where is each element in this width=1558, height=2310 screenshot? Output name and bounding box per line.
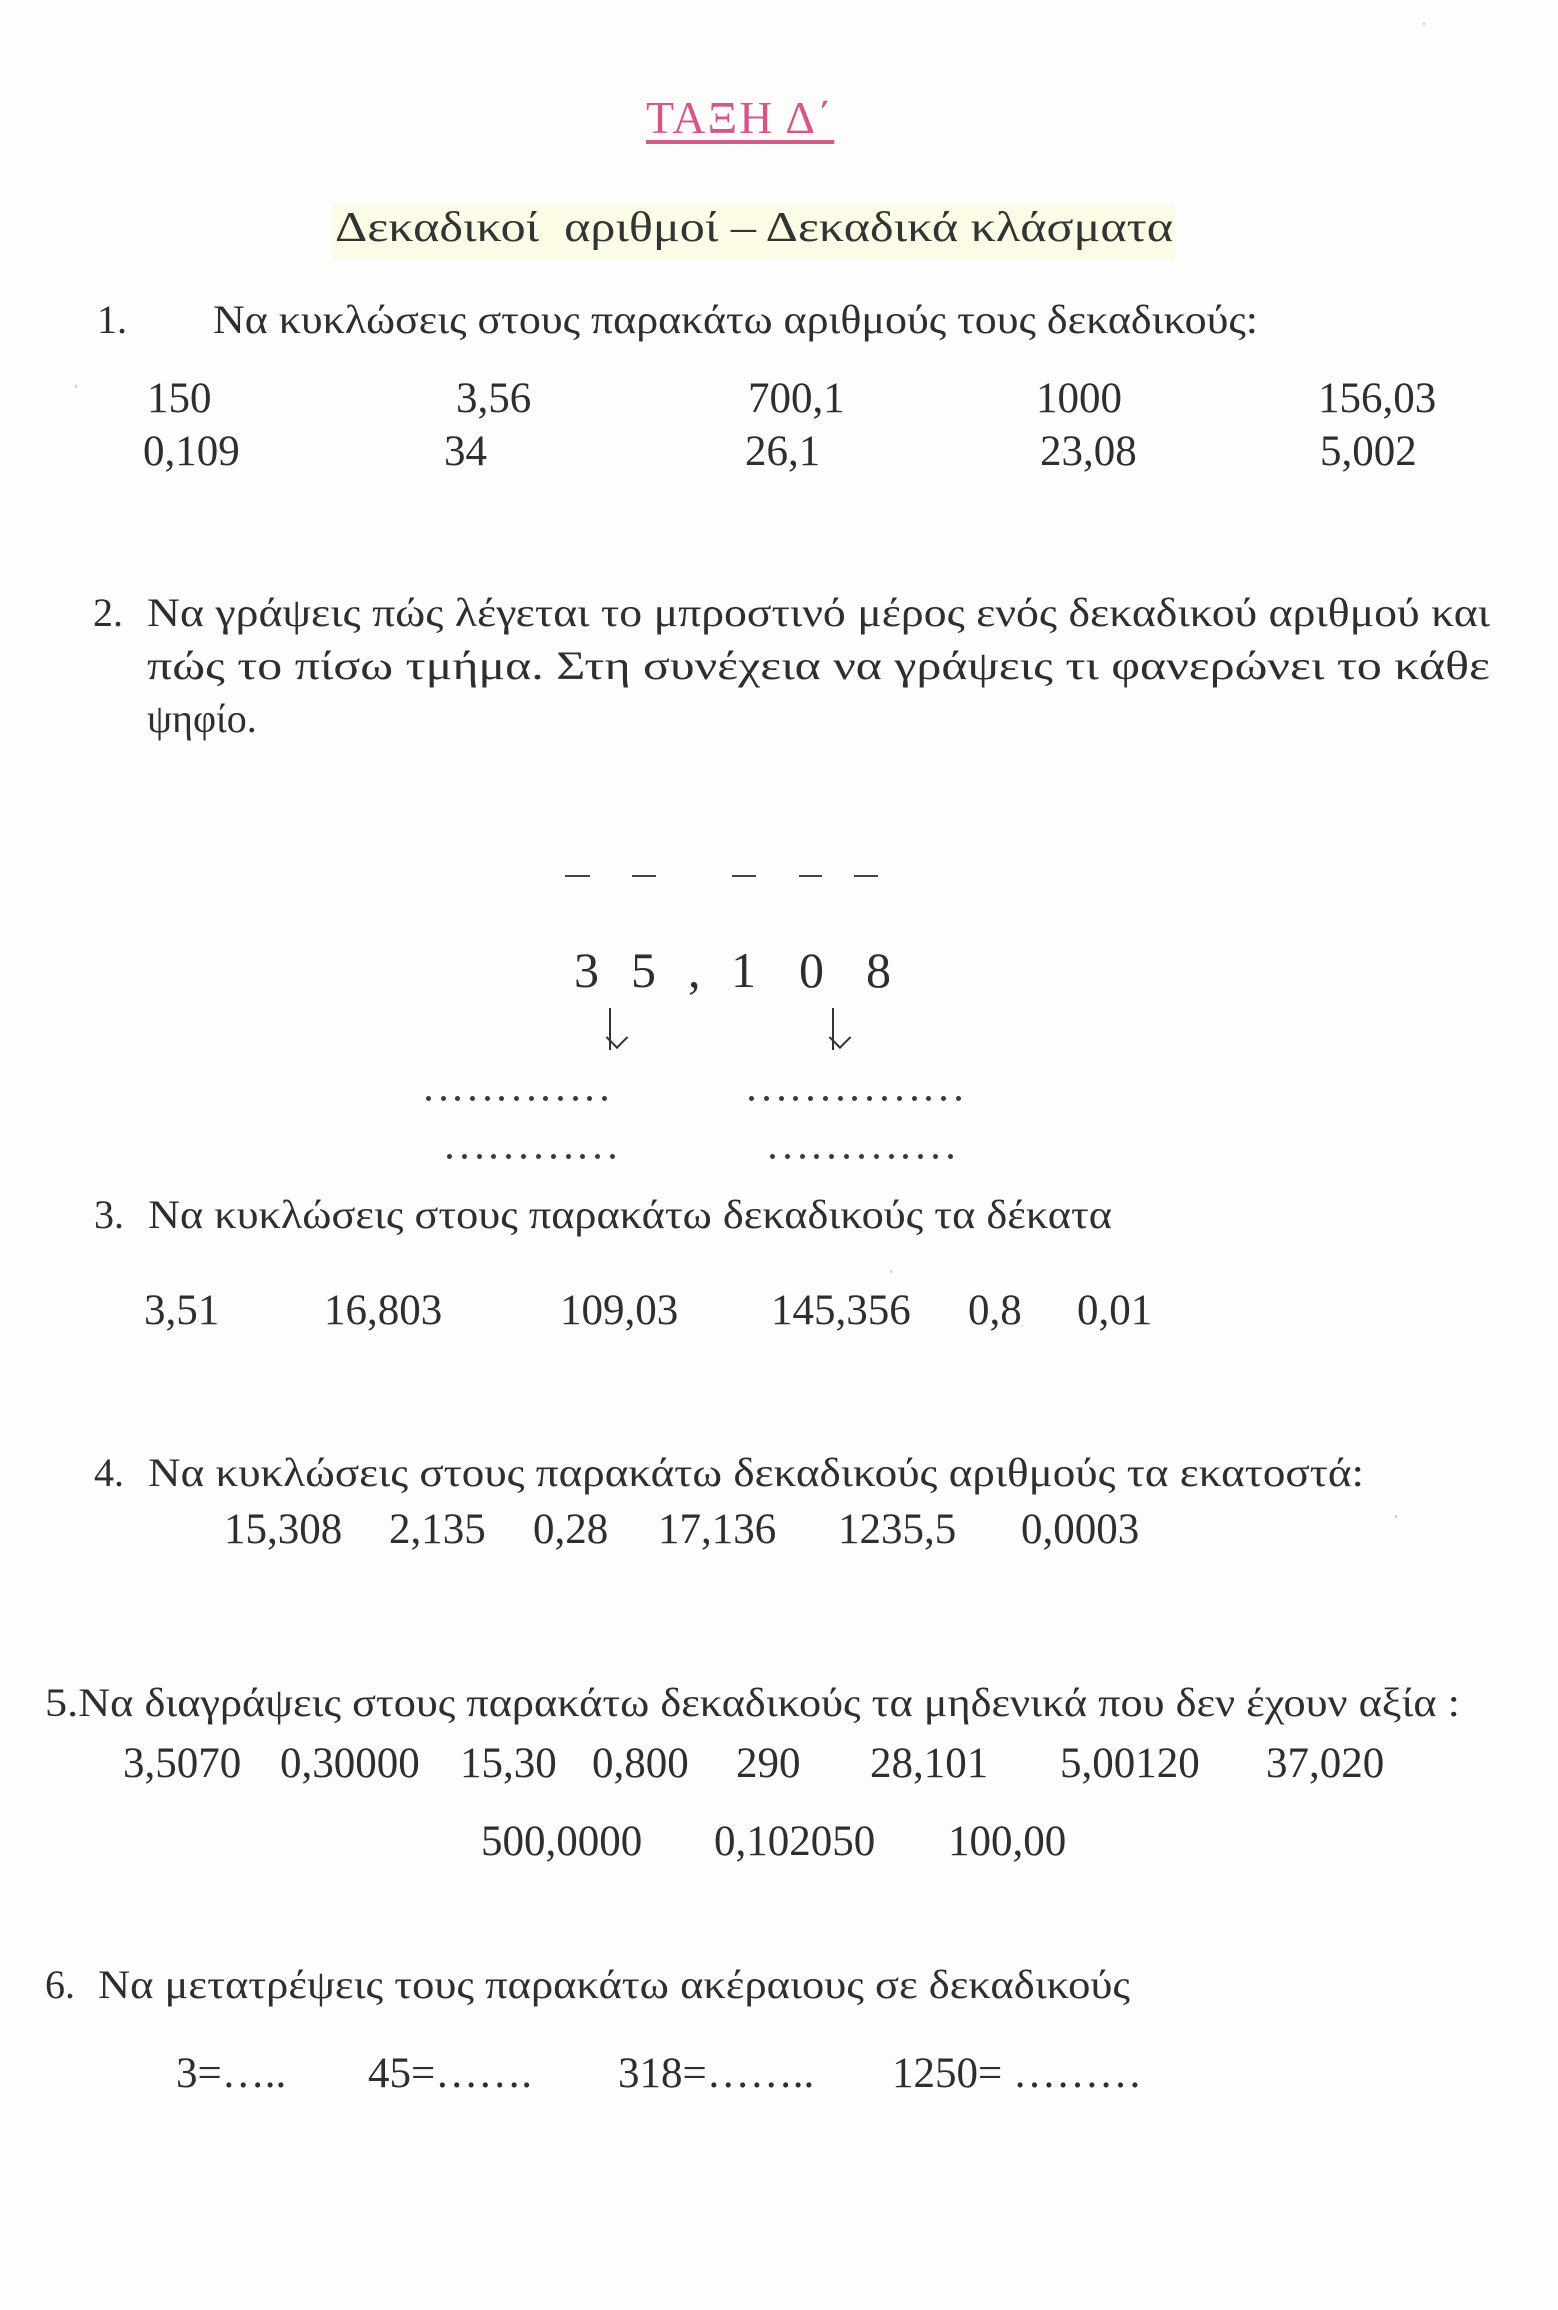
answer-blank-decimal-part[interactable] [749, 1096, 961, 1102]
q5-value: 15,30 [460, 1740, 557, 1787]
example-digit: 0 [799, 942, 824, 998]
q6-instruction: Να μετατρέψεις τους παρακάτω ακέραιους σε δεκαδικούς [98, 1962, 1130, 2007]
q5-value: 100,00 [948, 1818, 1067, 1865]
dot [874, 1154, 879, 1159]
dot [441, 1096, 446, 1101]
dot [573, 1096, 578, 1101]
dot [499, 1096, 504, 1101]
dot [859, 1154, 864, 1159]
q2-instruction-line: ψηφίο. [147, 696, 257, 741]
q5-value: 0,800 [592, 1740, 689, 1787]
scan-speck [75, 385, 77, 388]
scan-speck [1423, 22, 1425, 25]
q5-value: 0,30000 [280, 1740, 420, 1787]
q4-value: 0,28 [533, 1506, 609, 1553]
down-arrow-icon [609, 1008, 611, 1050]
example-digit: 8 [866, 942, 891, 998]
dot [529, 1096, 534, 1101]
dot [903, 1154, 908, 1159]
dot [844, 1154, 849, 1159]
dot [595, 1154, 600, 1159]
digit-blank [799, 875, 822, 877]
q1-value: 34 [444, 428, 487, 475]
worksheet-title: ΤΑΞΗ Δ΄ [646, 92, 835, 143]
dot [912, 1096, 917, 1101]
q4-value: 1235,5 [838, 1506, 957, 1553]
dot [882, 1096, 887, 1101]
q5-value: 500,0000 [481, 1818, 643, 1865]
q6-number: 6. [45, 1962, 75, 2007]
q1-number: 1. [97, 297, 127, 342]
q1-value: 3,56 [456, 375, 532, 422]
dot [551, 1154, 556, 1159]
q5-value: 37,020 [1266, 1740, 1385, 1787]
q3-value: 0,01 [1077, 1287, 1153, 1334]
q6-conversion-item[interactable]: 1250= ……… [892, 2050, 1143, 2097]
dot [808, 1096, 813, 1101]
dot [536, 1154, 541, 1159]
q1-instruction: Να κυκλώσεις στους παρακάτω αριθμούς τους δεκαδικούς: [213, 297, 1258, 342]
dot [514, 1096, 519, 1101]
scan-speck [1395, 1515, 1397, 1518]
q5-value: 0,102050 [714, 1818, 876, 1865]
dot [485, 1096, 490, 1101]
dot [477, 1154, 482, 1159]
dot [455, 1096, 460, 1101]
answer-blank-integer-part[interactable] [426, 1096, 607, 1102]
q4-value: 15,308 [224, 1506, 343, 1553]
dot [823, 1096, 828, 1101]
q1-value: 1000 [1036, 375, 1122, 422]
q4-instruction: Να κυκλώσεις στους παρακάτω δεκαδικούς αριθμούς τα εκατοστά: [148, 1450, 1364, 1495]
q1-value: 0,109 [143, 428, 240, 475]
down-arrow-icon [832, 1008, 834, 1050]
dot [800, 1154, 805, 1159]
dot [602, 1096, 607, 1101]
dot [889, 1154, 894, 1159]
dot [764, 1096, 769, 1101]
example-digit: , [688, 942, 701, 998]
q6-conversion-item[interactable]: 3=….. [176, 2050, 287, 2097]
digit-blank [732, 875, 756, 877]
q5-instruction: 5.Να διαγράψεις στους παρακάτω δεκαδικούς τα μηδενικά που δεν έχουν αξία : [45, 1680, 1460, 1725]
q5-value: 3,5070 [123, 1740, 242, 1787]
q5-value: 28,101 [870, 1740, 989, 1787]
dot [941, 1096, 946, 1101]
example-digit: 5 [631, 942, 656, 998]
answer-blank-decimal-part[interactable] [770, 1154, 953, 1160]
dot [829, 1154, 834, 1159]
dot [814, 1154, 819, 1159]
q3-value: 145,356 [771, 1287, 911, 1334]
dot [838, 1096, 843, 1101]
q4-number: 4. [94, 1450, 124, 1495]
dot [566, 1154, 571, 1159]
q6-conversion-item[interactable]: 45=……. [368, 2050, 533, 2097]
dot [897, 1096, 902, 1101]
q1-value: 700,1 [748, 375, 845, 422]
dot [447, 1154, 452, 1159]
dot [926, 1096, 931, 1101]
dot [587, 1096, 592, 1101]
dot [933, 1154, 938, 1159]
scan-speck [890, 1270, 892, 1273]
dot [580, 1154, 585, 1159]
dot [749, 1096, 754, 1101]
dot [948, 1154, 953, 1159]
dot [852, 1096, 857, 1101]
q4-value: 2,135 [389, 1506, 486, 1553]
example-digit: 3 [574, 942, 599, 998]
dot [918, 1154, 923, 1159]
dot [770, 1154, 775, 1159]
dot [956, 1096, 961, 1101]
q1-value: 26,1 [745, 428, 821, 475]
dot [558, 1096, 563, 1101]
answer-blank-integer-part[interactable] [447, 1154, 615, 1160]
q3-value: 109,03 [560, 1287, 679, 1334]
q1-value: 156,03 [1318, 375, 1437, 422]
q5-value: 290 [736, 1740, 801, 1787]
q3-value: 0,8 [968, 1287, 1022, 1334]
dot [470, 1096, 475, 1101]
example-digit: 1 [731, 942, 756, 998]
dot [610, 1154, 615, 1159]
q3-value: 3,51 [144, 1287, 220, 1334]
q3-number: 3. [94, 1192, 124, 1237]
q3-instruction: Να κυκλώσεις στους παρακάτω δεκαδικούς τα δέκατα [148, 1192, 1112, 1237]
dot [462, 1154, 467, 1159]
dot [867, 1096, 872, 1101]
q2-instruction-line: πώς το πίσω τμήμα. Στη συνέχεια να γράψεις τι φανερώνει το κάθε [147, 643, 1490, 688]
q4-value: 17,136 [658, 1506, 777, 1553]
q1-value: 150 [147, 375, 212, 422]
dot [426, 1096, 431, 1101]
q2-number: 2. [93, 590, 123, 635]
q1-value: 23,08 [1040, 428, 1137, 475]
q3-value: 16,803 [324, 1287, 443, 1334]
dot [779, 1096, 784, 1101]
digit-blank [565, 875, 590, 877]
q2-instruction-line: Να γράψεις πώς λέγεται το μπροστινό μέρος ενός δεκαδικού αριθμού και [147, 590, 1490, 635]
dot [506, 1154, 511, 1159]
q1-value: 5,002 [1320, 428, 1417, 475]
dot [793, 1096, 798, 1101]
dot [491, 1154, 496, 1159]
digit-blank [854, 875, 878, 877]
digit-blank [632, 875, 656, 877]
dot [521, 1154, 526, 1159]
dot [543, 1096, 548, 1101]
dot [785, 1154, 790, 1159]
q6-conversion-item[interactable]: 318=…….. [618, 2050, 815, 2097]
worksheet-subtitle: Δεκαδικοί αριθμοί – Δεκαδικά κλάσματα [335, 205, 1173, 251]
q4-value: 0,0003 [1021, 1506, 1140, 1553]
q5-value: 5,00120 [1060, 1740, 1200, 1787]
